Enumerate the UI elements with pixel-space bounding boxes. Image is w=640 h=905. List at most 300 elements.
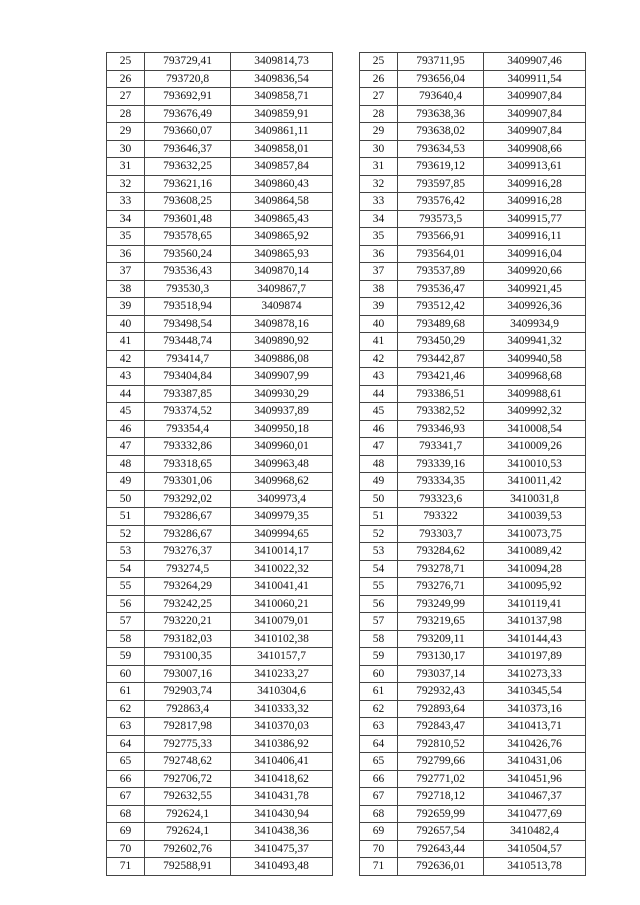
x-coordinate-cell: 793100,35 [145, 648, 231, 666]
table-row [107, 385, 333, 403]
x-coordinate-cell: 793354,4 [145, 420, 231, 438]
x-coordinate-cell: 792643,44 [398, 840, 484, 858]
point-number-cell: 59 [360, 648, 398, 666]
table-row [107, 350, 333, 368]
x-coordinate-cell: 793601,48 [145, 210, 231, 228]
y-coordinate-cell: 3409930,29 [231, 385, 333, 403]
y-coordinate-cell: 3410430,94 [231, 805, 333, 823]
table-row [107, 578, 333, 596]
x-coordinate-cell: 793386,51 [398, 385, 484, 403]
table-row [360, 420, 586, 438]
table-row [360, 683, 586, 701]
y-coordinate-cell: 3409907,99 [231, 368, 333, 386]
table-row [360, 385, 586, 403]
y-coordinate-cell: 3409907,46 [484, 53, 586, 71]
x-coordinate-cell: 793619,12 [398, 158, 484, 176]
y-coordinate-cell: 3409916,28 [484, 193, 586, 211]
y-coordinate-cell: 3409911,54 [484, 70, 586, 88]
table-row [107, 175, 333, 193]
table-row [360, 88, 586, 106]
y-coordinate-cell: 3409907,84 [484, 88, 586, 106]
y-coordinate-cell: 3409916,11 [484, 228, 586, 246]
table-row [360, 613, 586, 631]
point-number-cell: 69 [107, 823, 145, 841]
table-row [107, 333, 333, 351]
table-row [107, 298, 333, 316]
x-coordinate-cell: 793660,07 [145, 123, 231, 141]
x-coordinate-cell: 793209,11 [398, 630, 484, 648]
y-coordinate-cell: 3409968,62 [231, 473, 333, 491]
y-coordinate-cell: 3410333,32 [231, 700, 333, 718]
point-number-cell: 69 [360, 823, 398, 841]
table-row [107, 245, 333, 263]
point-number-cell: 42 [107, 350, 145, 368]
table-row [107, 525, 333, 543]
table-row [360, 193, 586, 211]
x-coordinate-cell: 792718,12 [398, 788, 484, 806]
coordinates-table-left [106, 52, 333, 876]
point-number-cell: 29 [360, 123, 398, 141]
point-number-cell: 62 [360, 700, 398, 718]
table-row [107, 735, 333, 753]
table-row [107, 455, 333, 473]
y-coordinate-cell: 3409992,32 [484, 403, 586, 421]
point-number-cell: 61 [107, 683, 145, 701]
x-coordinate-cell: 793564,01 [398, 245, 484, 263]
y-coordinate-cell: 3409874 [231, 298, 333, 316]
point-number-cell: 54 [107, 560, 145, 578]
table-row [360, 490, 586, 508]
y-coordinate-cell: 3409861,11 [231, 123, 333, 141]
point-number-cell: 58 [360, 630, 398, 648]
y-coordinate-cell: 3409814,73 [231, 53, 333, 71]
y-coordinate-cell: 3410386,92 [231, 735, 333, 753]
point-number-cell: 41 [360, 333, 398, 351]
point-number-cell: 63 [107, 718, 145, 736]
point-number-cell: 25 [107, 53, 145, 71]
y-coordinate-cell: 3410039,53 [484, 508, 586, 526]
point-number-cell: 64 [360, 735, 398, 753]
table-row [360, 648, 586, 666]
table-row [107, 683, 333, 701]
y-coordinate-cell: 3409858,01 [231, 140, 333, 158]
x-coordinate-cell: 793382,52 [398, 403, 484, 421]
x-coordinate-cell: 793578,65 [145, 228, 231, 246]
point-number-cell: 56 [360, 595, 398, 613]
point-number-cell: 71 [107, 858, 145, 876]
x-coordinate-cell: 793276,71 [398, 578, 484, 596]
point-number-cell: 32 [107, 175, 145, 193]
y-coordinate-cell: 3409867,7 [231, 280, 333, 298]
y-coordinate-cell: 3410418,62 [231, 770, 333, 788]
point-number-cell: 65 [107, 753, 145, 771]
point-number-cell: 31 [360, 158, 398, 176]
table-row [360, 788, 586, 806]
y-coordinate-cell: 3409916,28 [484, 175, 586, 193]
y-coordinate-cell: 3410010,53 [484, 455, 586, 473]
point-number-cell: 33 [107, 193, 145, 211]
table-row [360, 105, 586, 123]
x-coordinate-cell: 792657,54 [398, 823, 484, 841]
x-coordinate-cell: 792706,72 [145, 770, 231, 788]
x-coordinate-cell: 793597,85 [398, 175, 484, 193]
x-coordinate-cell: 793448,74 [145, 333, 231, 351]
y-coordinate-cell: 3410467,37 [484, 788, 586, 806]
y-coordinate-cell: 3409926,36 [484, 298, 586, 316]
y-coordinate-cell: 3410406,41 [231, 753, 333, 771]
x-coordinate-cell: 793249,99 [398, 595, 484, 613]
point-number-cell: 60 [360, 665, 398, 683]
x-coordinate-cell: 793292,02 [145, 490, 231, 508]
y-coordinate-cell: 3410022,32 [231, 560, 333, 578]
y-coordinate-cell: 3409941,32 [484, 333, 586, 351]
y-coordinate-cell: 3409836,54 [231, 70, 333, 88]
x-coordinate-cell: 793518,94 [145, 298, 231, 316]
x-coordinate-cell: 792659,99 [398, 805, 484, 823]
y-coordinate-cell: 3409915,77 [484, 210, 586, 228]
table-row [360, 718, 586, 736]
point-number-cell: 41 [107, 333, 145, 351]
table-row [360, 403, 586, 421]
point-number-cell: 64 [107, 735, 145, 753]
table-row [107, 823, 333, 841]
point-number-cell: 40 [107, 315, 145, 333]
table-row [360, 840, 586, 858]
y-coordinate-cell: 3409858,71 [231, 88, 333, 106]
point-number-cell: 56 [107, 595, 145, 613]
y-coordinate-cell: 3409963,48 [231, 455, 333, 473]
x-coordinate-cell: 793037,14 [398, 665, 484, 683]
x-coordinate-cell: 793634,53 [398, 140, 484, 158]
y-coordinate-cell: 3409890,92 [231, 333, 333, 351]
point-number-cell: 45 [360, 403, 398, 421]
x-coordinate-cell: 793264,29 [145, 578, 231, 596]
point-number-cell: 26 [360, 70, 398, 88]
table-row [360, 805, 586, 823]
table-row [107, 473, 333, 491]
point-number-cell: 38 [360, 280, 398, 298]
y-coordinate-cell: 3409973,4 [231, 490, 333, 508]
x-coordinate-cell: 792893,64 [398, 700, 484, 718]
x-coordinate-cell: 792636,01 [398, 858, 484, 876]
point-number-cell: 57 [107, 613, 145, 631]
y-coordinate-cell: 3410431,06 [484, 753, 586, 771]
point-number-cell: 29 [107, 123, 145, 141]
coordinates-table-right [359, 52, 586, 876]
y-coordinate-cell: 3410513,78 [484, 858, 586, 876]
table-row [360, 753, 586, 771]
table-row [107, 228, 333, 246]
x-coordinate-cell: 793536,43 [145, 263, 231, 281]
x-coordinate-cell: 792817,98 [145, 718, 231, 736]
y-coordinate-cell: 3409937,89 [231, 403, 333, 421]
y-coordinate-cell: 3410438,36 [231, 823, 333, 841]
x-coordinate-cell: 793334,35 [398, 473, 484, 491]
y-coordinate-cell: 3409857,84 [231, 158, 333, 176]
point-number-cell: 49 [360, 473, 398, 491]
y-coordinate-cell: 3409913,61 [484, 158, 586, 176]
table-row [360, 473, 586, 491]
y-coordinate-cell: 3409968,68 [484, 368, 586, 386]
point-number-cell: 55 [360, 578, 398, 596]
x-coordinate-cell: 793711,95 [398, 53, 484, 71]
table-row [360, 455, 586, 473]
x-coordinate-cell: 793442,87 [398, 350, 484, 368]
x-coordinate-cell: 793322 [398, 508, 484, 526]
y-coordinate-cell: 3410431,78 [231, 788, 333, 806]
y-coordinate-cell: 3410273,33 [484, 665, 586, 683]
table-row [107, 158, 333, 176]
y-coordinate-cell: 3409994,65 [231, 525, 333, 543]
point-number-cell: 51 [360, 508, 398, 526]
point-number-cell: 27 [107, 88, 145, 106]
y-coordinate-cell: 3410089,42 [484, 543, 586, 561]
point-number-cell: 58 [107, 630, 145, 648]
point-number-cell: 67 [360, 788, 398, 806]
x-coordinate-cell: 792863,4 [145, 700, 231, 718]
x-coordinate-cell: 793608,25 [145, 193, 231, 211]
y-coordinate-cell: 3410426,76 [484, 735, 586, 753]
x-coordinate-cell: 792624,1 [145, 823, 231, 841]
point-number-cell: 50 [107, 490, 145, 508]
x-coordinate-cell: 793404,84 [145, 368, 231, 386]
y-coordinate-cell: 3409870,14 [231, 263, 333, 281]
table-row [360, 280, 586, 298]
x-coordinate-cell: 792624,1 [145, 805, 231, 823]
table-row [360, 665, 586, 683]
table-row [360, 735, 586, 753]
x-coordinate-cell: 792588,91 [145, 858, 231, 876]
x-coordinate-cell: 793242,25 [145, 595, 231, 613]
y-coordinate-cell: 3410144,43 [484, 630, 586, 648]
x-coordinate-cell: 792903,74 [145, 683, 231, 701]
x-coordinate-cell: 793530,3 [145, 280, 231, 298]
x-coordinate-cell: 793303,7 [398, 525, 484, 543]
table-row [107, 105, 333, 123]
table-row [360, 140, 586, 158]
point-number-cell: 53 [360, 543, 398, 561]
point-number-cell: 30 [107, 140, 145, 158]
x-coordinate-cell: 792775,33 [145, 735, 231, 753]
y-coordinate-cell: 3410031,8 [484, 490, 586, 508]
table-row [107, 508, 333, 526]
table-row [360, 770, 586, 788]
y-coordinate-cell: 3409865,92 [231, 228, 333, 246]
point-number-cell: 57 [360, 613, 398, 631]
point-number-cell: 45 [107, 403, 145, 421]
point-number-cell: 51 [107, 508, 145, 526]
point-number-cell: 48 [360, 455, 398, 473]
point-number-cell: 26 [107, 70, 145, 88]
table-row [107, 805, 333, 823]
point-number-cell: 71 [360, 858, 398, 876]
x-coordinate-cell: 793421,46 [398, 368, 484, 386]
table-row [107, 788, 333, 806]
x-coordinate-cell: 793512,42 [398, 298, 484, 316]
table-row [107, 368, 333, 386]
y-coordinate-cell: 3409940,58 [484, 350, 586, 368]
y-coordinate-cell: 3410157,7 [231, 648, 333, 666]
point-number-cell: 28 [360, 105, 398, 123]
x-coordinate-cell: 792799,66 [398, 753, 484, 771]
x-coordinate-cell: 793537,89 [398, 263, 484, 281]
y-coordinate-cell: 3410304,6 [231, 683, 333, 701]
y-coordinate-cell: 3409907,84 [484, 123, 586, 141]
point-number-cell: 43 [360, 368, 398, 386]
y-coordinate-cell: 3410008,54 [484, 420, 586, 438]
point-number-cell: 28 [107, 105, 145, 123]
table-row [360, 823, 586, 841]
point-number-cell: 65 [360, 753, 398, 771]
y-coordinate-cell: 3410477,69 [484, 805, 586, 823]
x-coordinate-cell: 793638,02 [398, 123, 484, 141]
point-number-cell: 34 [360, 210, 398, 228]
table-row [107, 70, 333, 88]
y-coordinate-cell: 3409979,35 [231, 508, 333, 526]
point-number-cell: 46 [107, 420, 145, 438]
point-number-cell: 37 [360, 263, 398, 281]
table-row [107, 403, 333, 421]
point-number-cell: 63 [360, 718, 398, 736]
x-coordinate-cell: 793274,5 [145, 560, 231, 578]
x-coordinate-cell: 793387,85 [145, 385, 231, 403]
x-coordinate-cell: 793646,37 [145, 140, 231, 158]
y-coordinate-cell: 3410094,28 [484, 560, 586, 578]
x-coordinate-cell: 793573,5 [398, 210, 484, 228]
y-coordinate-cell: 3409886,08 [231, 350, 333, 368]
x-coordinate-cell: 793729,41 [145, 53, 231, 71]
x-coordinate-cell: 792810,52 [398, 735, 484, 753]
point-number-cell: 38 [107, 280, 145, 298]
point-number-cell: 36 [107, 245, 145, 263]
x-coordinate-cell: 792843,47 [398, 718, 484, 736]
x-coordinate-cell: 793007,16 [145, 665, 231, 683]
y-coordinate-cell: 3410451,96 [484, 770, 586, 788]
x-coordinate-cell: 793498,54 [145, 315, 231, 333]
table-row [107, 718, 333, 736]
y-coordinate-cell: 3410060,21 [231, 595, 333, 613]
point-number-cell: 35 [360, 228, 398, 246]
point-number-cell: 33 [360, 193, 398, 211]
x-coordinate-cell: 793489,68 [398, 315, 484, 333]
point-number-cell: 60 [107, 665, 145, 683]
y-coordinate-cell: 3409907,84 [484, 105, 586, 123]
y-coordinate-cell: 3410137,98 [484, 613, 586, 631]
x-coordinate-cell: 793286,67 [145, 508, 231, 526]
table-row [360, 158, 586, 176]
x-coordinate-cell: 792632,55 [145, 788, 231, 806]
x-coordinate-cell: 793182,03 [145, 630, 231, 648]
y-coordinate-cell: 3410014,17 [231, 543, 333, 561]
x-coordinate-cell: 793692,91 [145, 88, 231, 106]
y-coordinate-cell: 3410041,41 [231, 578, 333, 596]
y-coordinate-cell: 3409865,93 [231, 245, 333, 263]
point-number-cell: 68 [107, 805, 145, 823]
point-number-cell: 31 [107, 158, 145, 176]
table-row [360, 858, 586, 876]
x-coordinate-cell: 793638,36 [398, 105, 484, 123]
point-number-cell: 55 [107, 578, 145, 596]
table-row [107, 438, 333, 456]
x-coordinate-cell: 793414,7 [145, 350, 231, 368]
y-coordinate-cell: 3410119,41 [484, 595, 586, 613]
y-coordinate-cell: 3410475,37 [231, 840, 333, 858]
point-number-cell: 47 [360, 438, 398, 456]
point-number-cell: 67 [107, 788, 145, 806]
x-coordinate-cell: 793632,25 [145, 158, 231, 176]
table-row [107, 53, 333, 71]
point-number-cell: 34 [107, 210, 145, 228]
table-row [107, 123, 333, 141]
table-row [360, 543, 586, 561]
table-row [360, 560, 586, 578]
table-row [360, 630, 586, 648]
point-number-cell: 42 [360, 350, 398, 368]
y-coordinate-cell: 3410370,03 [231, 718, 333, 736]
y-coordinate-cell: 3410493,48 [231, 858, 333, 876]
table-row [360, 210, 586, 228]
table-row [107, 263, 333, 281]
y-coordinate-cell: 3409878,16 [231, 315, 333, 333]
point-number-cell: 59 [107, 648, 145, 666]
x-coordinate-cell: 793339,16 [398, 455, 484, 473]
point-number-cell: 49 [107, 473, 145, 491]
table-row [107, 543, 333, 561]
table-row [107, 770, 333, 788]
x-coordinate-cell: 793219,65 [398, 613, 484, 631]
x-coordinate-cell: 793332,86 [145, 438, 231, 456]
x-coordinate-cell: 793536,47 [398, 280, 484, 298]
table-row [107, 193, 333, 211]
table-row [107, 665, 333, 683]
table-row [360, 333, 586, 351]
point-number-cell: 32 [360, 175, 398, 193]
point-number-cell: 70 [360, 840, 398, 858]
x-coordinate-cell: 793323,6 [398, 490, 484, 508]
table-row [107, 280, 333, 298]
x-coordinate-cell: 793220,21 [145, 613, 231, 631]
point-number-cell: 46 [360, 420, 398, 438]
table-row [360, 508, 586, 526]
y-coordinate-cell: 3410504,57 [484, 840, 586, 858]
table-row [360, 438, 586, 456]
table-row [360, 525, 586, 543]
x-coordinate-cell: 793640,4 [398, 88, 484, 106]
y-coordinate-cell: 3410073,75 [484, 525, 586, 543]
point-number-cell: 66 [107, 770, 145, 788]
table-row [107, 648, 333, 666]
y-coordinate-cell: 3409920,66 [484, 263, 586, 281]
point-number-cell: 44 [107, 385, 145, 403]
x-coordinate-cell: 793318,65 [145, 455, 231, 473]
table-row [107, 700, 333, 718]
table-row [107, 88, 333, 106]
table-row [107, 210, 333, 228]
table-row [360, 123, 586, 141]
table-row [360, 368, 586, 386]
y-coordinate-cell: 3409859,91 [231, 105, 333, 123]
point-number-cell: 27 [360, 88, 398, 106]
x-coordinate-cell: 793130,17 [398, 648, 484, 666]
table-row [107, 840, 333, 858]
table-row [107, 858, 333, 876]
point-number-cell: 53 [107, 543, 145, 561]
y-coordinate-cell: 3410233,27 [231, 665, 333, 683]
table-row [107, 140, 333, 158]
point-number-cell: 47 [107, 438, 145, 456]
y-coordinate-cell: 3410345,54 [484, 683, 586, 701]
x-coordinate-cell: 793374,52 [145, 403, 231, 421]
